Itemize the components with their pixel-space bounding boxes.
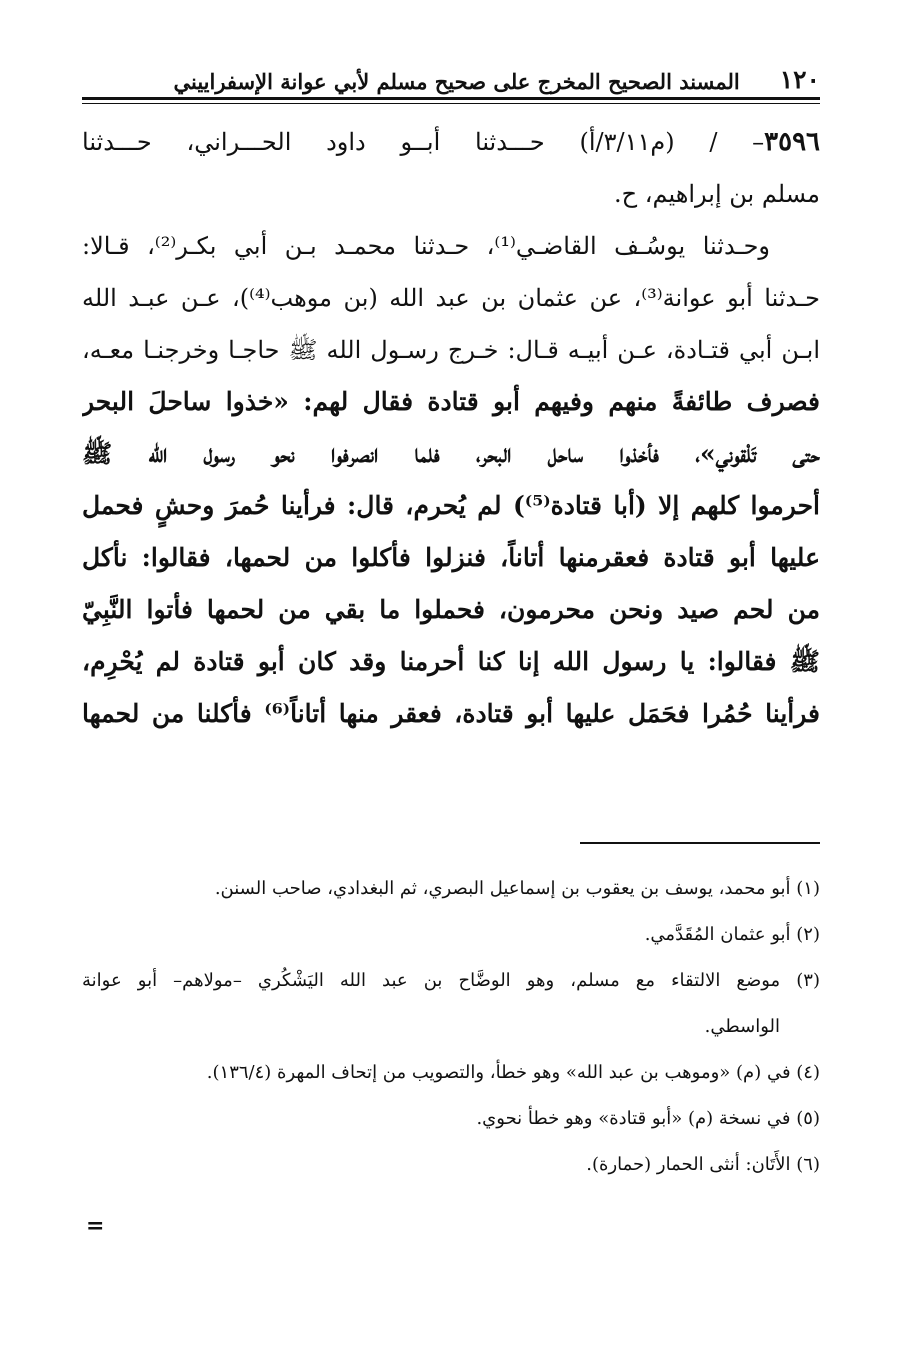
page-continuation-mark: = xyxy=(86,1213,105,1239)
hadith-line-3: وحـدثنا يوسُـف القاضـي⁽¹⁾، حـدثنا محمـد بـن أبي بكـر⁽²⁾، قـالا: xyxy=(82,232,770,260)
footnote-4: (٤) في (م) «وموهب بن عبد الله» وهو خطأ، والتصويب من إتحاف المهرة (١٣٦/٤). xyxy=(206,1062,820,1083)
footnote-6: (٦) الأَتَان: أنثى الحمار (حمارة). xyxy=(586,1154,820,1175)
hadith-line-10: من لحم صيد ونحن محرمون، فحملوا ما بقي من لحمها فأتوا النَّبِيّ xyxy=(82,595,820,624)
running-title: المسند الصحيح المخرج على صحيح مسلم لأبي عوانة الإسفراييني xyxy=(173,69,740,94)
hadith-line-5: ابـن أبي قتـادة، عـن أبيـه قـال: خـرج رسـول الله ﷺ حاجـا وخرجنـا معـه، xyxy=(82,336,820,364)
footnote-3: (٣) موضع الالتقاء مع مسلم، وهو الوضَّاح بن عبد الله اليَشْكُري –مولاهم– أبو عوانة xyxy=(82,970,820,991)
hadith-line-1 xyxy=(82,116,820,168)
hadith-line-2: مسلم بن إبراهيم، ح. xyxy=(613,180,820,208)
hadith-line-9: عليها أبو قتادة فعقرمنها أتاناً، فنزلوا فأكلوا من لحمها، فقالوا: نأكل xyxy=(82,543,820,572)
hadith-line-4: حـدثنا أبو عوانة⁽³⁾، عن عثمان بن عبد الله (بن موهب⁽⁴⁾)، عـن عبـد الله xyxy=(82,284,820,312)
header-rule-thin xyxy=(82,103,820,104)
footnote-5: (٥) في نسخة (م) «أبو قتادة» وهو خطأ نحوي. xyxy=(476,1108,820,1129)
footnote-separator xyxy=(580,842,820,844)
footnote-1: (١) أبو محمد، يوسف بن يعقوب بن إسماعيل البصري، ثم البغدادي، صاحب السنن. xyxy=(214,878,820,899)
page-number: ١٢٠ xyxy=(779,65,820,94)
footnote-2: (٢) أبو عثمان المُقَدَّمي. xyxy=(644,924,820,945)
footnote-3-continuation: الواسطي. xyxy=(704,1016,780,1037)
hadith-line-6: فصرف طائفةً منهم وفيهم أبو قتادة فقال لهم: «خذوا ساحلَ البحر xyxy=(82,387,820,416)
hadith-text xyxy=(82,116,820,740)
hadith-line-7: حتى تَلْقوني»، فأخذوا ساحل البحر، فلما انصرفوا نحو رسول الله ﷺ xyxy=(82,439,820,468)
hadith-line-1-text: – / (م٣/١١/أ) حـــدثنا أبــو داود الحـــراني، حـــدثنا xyxy=(82,128,765,156)
page-header xyxy=(82,58,820,94)
hadith-line-12: فرأينا حُمُرا فحَمَل عليها أبو قتادة، فعقر منها أتاناً⁽⁶⁾ فأكلنا من لحمها xyxy=(82,699,820,728)
hadith-line-11: ﷺ فقالوا: يا رسول الله إنا كنا أحرمنا وقد كان أبو قتادة لم يُحْرِم، xyxy=(82,647,820,676)
hadith-line-8: أحرموا كلهم إلا (أبا قتادة⁽⁵⁾) لم يُحرم، قال: فرأينا حُمرَ وحشٍ فحمل xyxy=(82,491,820,520)
footnotes xyxy=(82,866,820,1188)
hadith-number: ٣٥٩٦ xyxy=(764,127,820,157)
header-rule-thick xyxy=(82,97,820,100)
